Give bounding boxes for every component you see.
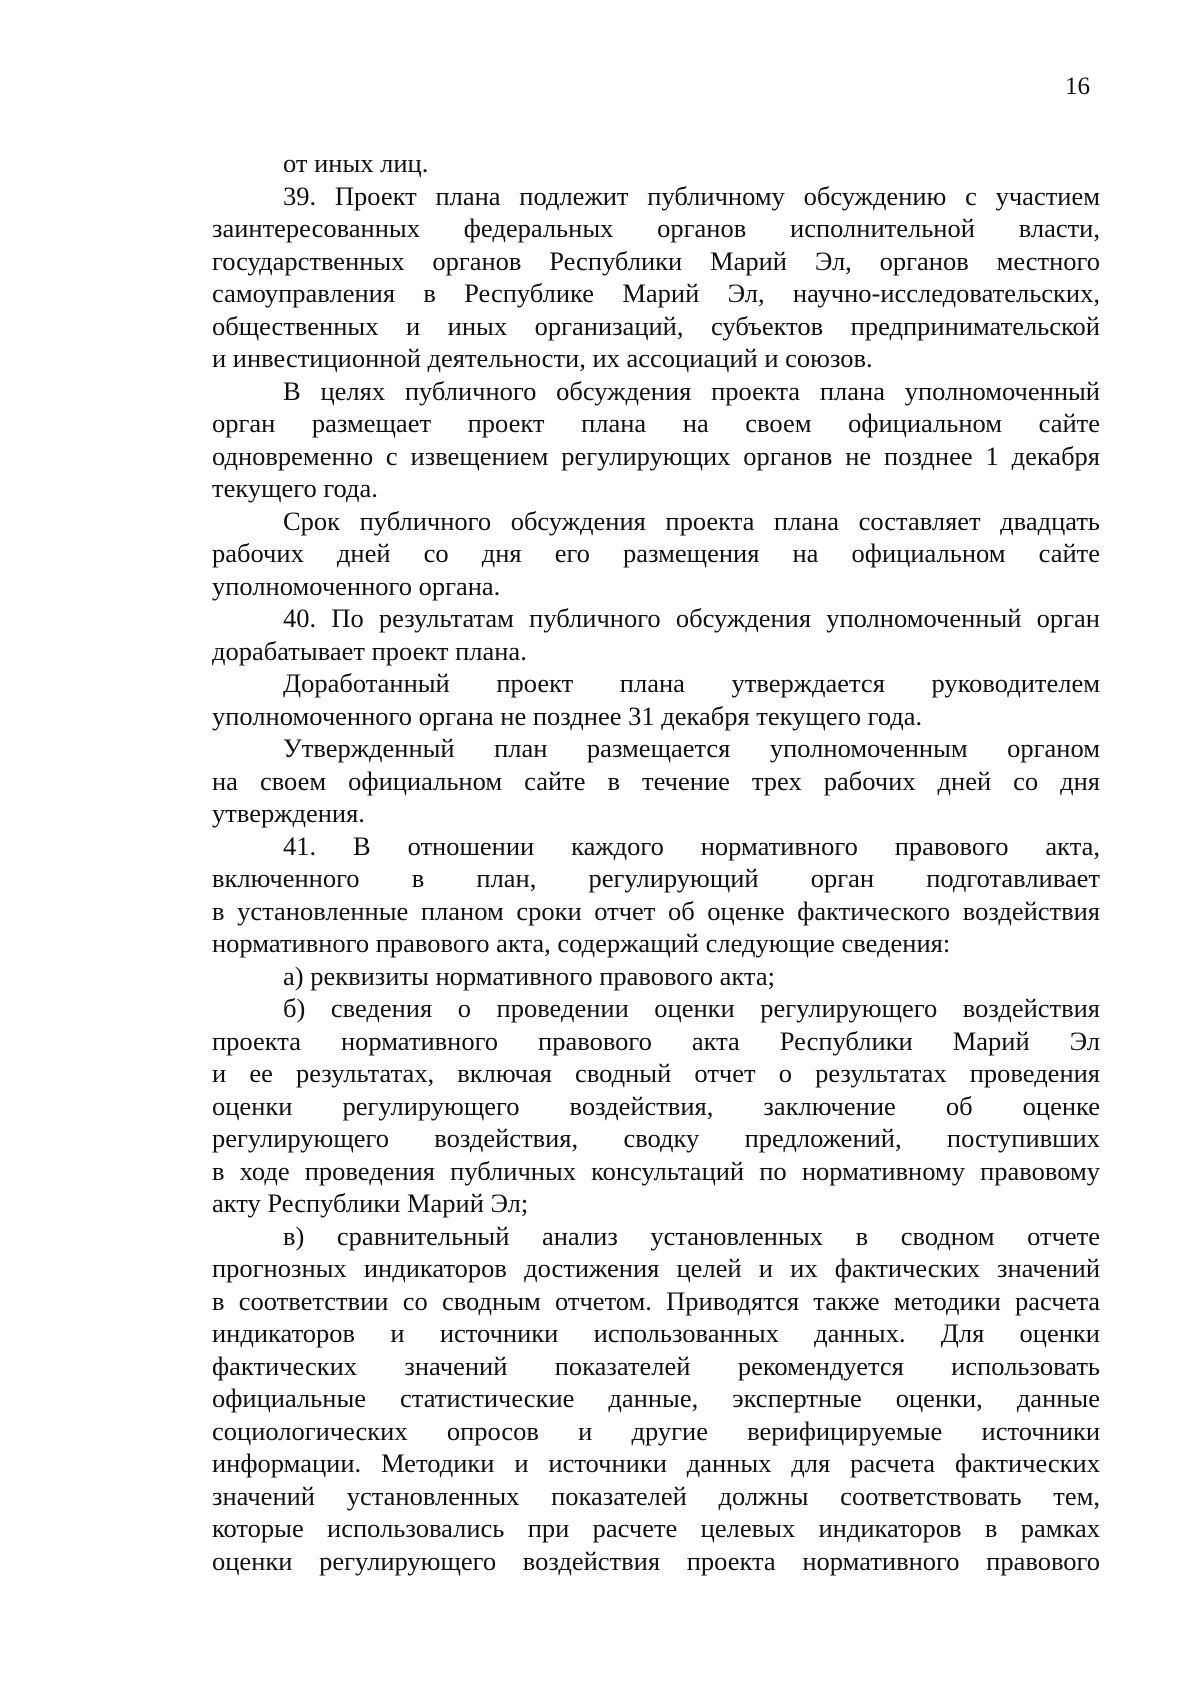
text-line: утверждения. bbox=[212, 798, 365, 828]
text-line: значений установленных показателей должны соответствовать тем, bbox=[212, 1480, 1100, 1511]
text-line: в установленные планом сроки отчет об оценке фактического воздействия bbox=[212, 895, 1100, 926]
text-line: социологических опросов и другие верифицируемые источники bbox=[212, 1415, 1100, 1446]
text-line: прогнозных индикаторов достижения целей и их фактических значений bbox=[212, 1253, 1100, 1283]
text-line: а) реквизиты нормативного правового акта; bbox=[283, 960, 775, 991]
text-line: в) сравнительный анализ установленных в сводном отчете bbox=[283, 1220, 1100, 1251]
text-line: от иных лиц. bbox=[283, 148, 429, 178]
text-line: в ходе проведения публичных консультаций по нормативному правовому bbox=[212, 1155, 1100, 1186]
text-line: рабочих дней со дня его размещения на официальном сайте bbox=[212, 538, 1100, 568]
text-line: оценки регулирующего воздействия, заключение об оценке bbox=[212, 1090, 1100, 1121]
text-line: включенного в план, регулирующий орган подготавливает bbox=[212, 863, 1100, 893]
text-line: и инвестиционной деятельности, их ассоциаций и союзов. bbox=[212, 343, 873, 373]
text-line: В целях публичного обсуждения проекта плана уполномоченный bbox=[283, 375, 1100, 406]
text-line: которые использовались при расчете целевых индикаторов в рамках bbox=[212, 1513, 1100, 1543]
text-line: акту Республики Марий Эл; bbox=[212, 1188, 529, 1218]
text-line: общественных и иных организаций, субъектов предпринимательской bbox=[212, 310, 1100, 341]
text-line: на своем официальном сайте в течение трех рабочих дней со дня bbox=[212, 765, 1100, 796]
text-line: Срок публичного обсуждения проекта плана составляет двадцать bbox=[283, 505, 1100, 536]
text-line: индикаторов и источники использованных данных. Для оценки bbox=[212, 1318, 1100, 1348]
page-number: 16 bbox=[1065, 73, 1090, 100]
text-line: и ее результатах, включая сводный отчет о результатах проведения bbox=[212, 1058, 1100, 1088]
text-line: орган размещает проект плана на своем официальном сайте bbox=[212, 408, 1100, 438]
text-line: б) сведения о проведении оценки регулирующего воздействия bbox=[283, 993, 1100, 1023]
text-line: Доработанный проект плана утверждается руководителем bbox=[283, 668, 1100, 698]
document-body bbox=[212, 147, 1100, 1577]
text-line: официальные статистические данные, экспертные оценки, данные bbox=[212, 1383, 1100, 1413]
text-line: дорабатывает проект плана. bbox=[212, 635, 527, 666]
text-line: в соответствии со сводным отчетом. Приводятся также методики расчета bbox=[212, 1285, 1100, 1316]
text-line: 40. По результатам публичного обсуждения уполномоченный орган bbox=[283, 603, 1100, 633]
text-line: нормативного правового акта, содержащий следующие сведения: bbox=[212, 928, 951, 958]
text-line: 39. Проект плана подлежит публичному обсуждению с участием bbox=[283, 180, 1100, 211]
text-line: заинтересованных федеральных органов исполнительной власти, bbox=[212, 213, 1100, 243]
text-line: текущего года. bbox=[212, 473, 378, 503]
text-line: государственных органов Республики Марий Эл, органов местного bbox=[212, 245, 1100, 276]
text-line: 41. В отношении каждого нормативного правового акта, bbox=[283, 830, 1100, 861]
text-line: одновременно с извещением регулирующих органов не позднее 1 декабря bbox=[212, 440, 1100, 471]
text-line: проекта нормативного правового акта Республики Марий Эл bbox=[212, 1025, 1100, 1056]
text-line: оценки регулирующего воздействия проекта нормативного правового bbox=[212, 1545, 1100, 1576]
text-line: самоуправления в Республике Марий Эл, научно-исследовательских, bbox=[212, 278, 1100, 308]
text-line: Утвержденный план размещается уполномоченным органом bbox=[283, 733, 1100, 763]
text-line: уполномоченного органа не позднее 31 декабря текущего года. bbox=[212, 700, 923, 731]
text-line: информации. Методики и источники данных для расчета фактических bbox=[212, 1448, 1100, 1478]
text-line: регулирующего воздействия, сводку предложений, поступивших bbox=[212, 1123, 1100, 1153]
text-line: фактических значений показателей рекомендуется использовать bbox=[212, 1350, 1100, 1381]
text-line: уполномоченного органа. bbox=[212, 570, 501, 601]
